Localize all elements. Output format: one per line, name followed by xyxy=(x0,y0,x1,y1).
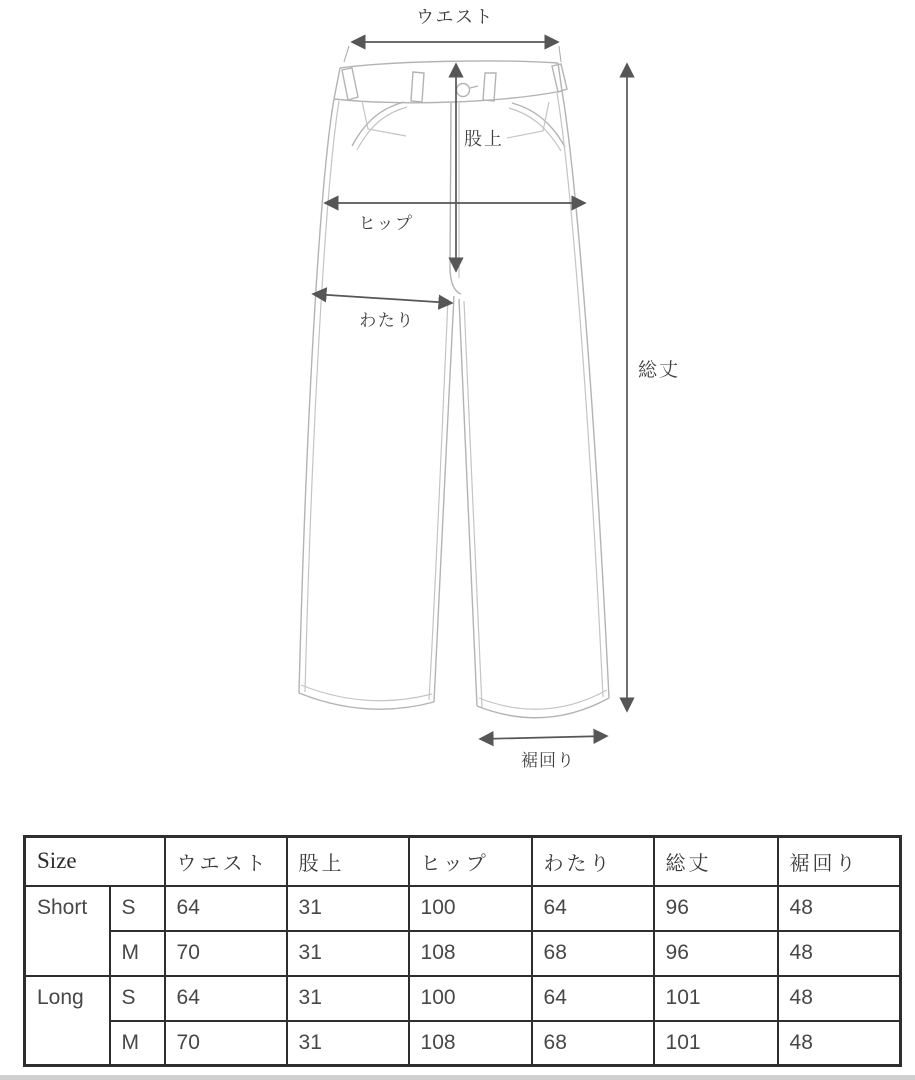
rise-label: 股上 xyxy=(464,129,504,149)
thigh-label: わたり xyxy=(359,311,415,330)
waist-value: 64 xyxy=(165,976,287,1021)
hip-value: 100 xyxy=(409,886,532,931)
group-label-short: Short xyxy=(25,886,110,976)
thigh-value: 68 xyxy=(532,931,654,976)
size-cell: S xyxy=(110,886,165,931)
waist-tick-right xyxy=(559,46,561,62)
table-row-long-m xyxy=(25,1021,901,1066)
hem-value: 48 xyxy=(778,1021,901,1066)
waist-value: 64 xyxy=(165,886,287,931)
table-row-long-s xyxy=(25,976,901,1021)
rise-value: 31 xyxy=(287,931,409,976)
size-cell: S xyxy=(110,976,165,1021)
hem-arrow xyxy=(480,736,607,739)
hip-value: 108 xyxy=(409,1021,532,1066)
header-size: Size xyxy=(25,837,165,886)
pants-outline xyxy=(299,61,609,718)
size-table xyxy=(23,835,902,1067)
header-rise: 股上 xyxy=(287,837,409,886)
table-header-row xyxy=(25,837,901,886)
header-hip: ヒップ xyxy=(409,837,532,886)
waist-value: 70 xyxy=(165,931,287,976)
rise-value: 31 xyxy=(287,886,409,931)
thigh-value: 68 xyxy=(532,1021,654,1066)
rise-value: 31 xyxy=(287,976,409,1021)
table-row-short-s xyxy=(25,886,901,931)
hem-value: 48 xyxy=(778,886,901,931)
thigh-arrow xyxy=(313,294,452,303)
size-cell: M xyxy=(110,931,165,976)
header-length: 総丈 xyxy=(654,837,778,886)
header-thigh: わたり xyxy=(532,837,654,886)
hem-value: 48 xyxy=(778,931,901,976)
thigh-value: 64 xyxy=(532,976,654,1021)
header-waist: ウエスト xyxy=(165,837,287,886)
waist-value: 70 xyxy=(165,1021,287,1066)
length-value: 101 xyxy=(654,976,778,1021)
rise-value: 31 xyxy=(287,1021,409,1066)
group-label-long: Long xyxy=(25,976,110,1066)
length-label: 総丈 xyxy=(637,360,681,381)
size-cell: M xyxy=(110,1021,165,1066)
hem-label: 裾回り xyxy=(521,751,575,770)
length-value: 96 xyxy=(654,931,778,976)
waist-tick-left xyxy=(344,46,349,62)
length-value: 96 xyxy=(654,886,778,931)
hip-label: ヒップ xyxy=(358,214,414,233)
header-hem: 裾回り xyxy=(778,837,901,886)
table-row-short-m xyxy=(25,931,901,976)
waist-label: ウエスト xyxy=(416,7,494,27)
hip-value: 108 xyxy=(409,931,532,976)
hem-value: 48 xyxy=(778,976,901,1021)
photo-edge-strip xyxy=(0,1075,915,1080)
hip-value: 100 xyxy=(409,976,532,1021)
thigh-value: 64 xyxy=(532,886,654,931)
length-value: 101 xyxy=(654,1021,778,1066)
